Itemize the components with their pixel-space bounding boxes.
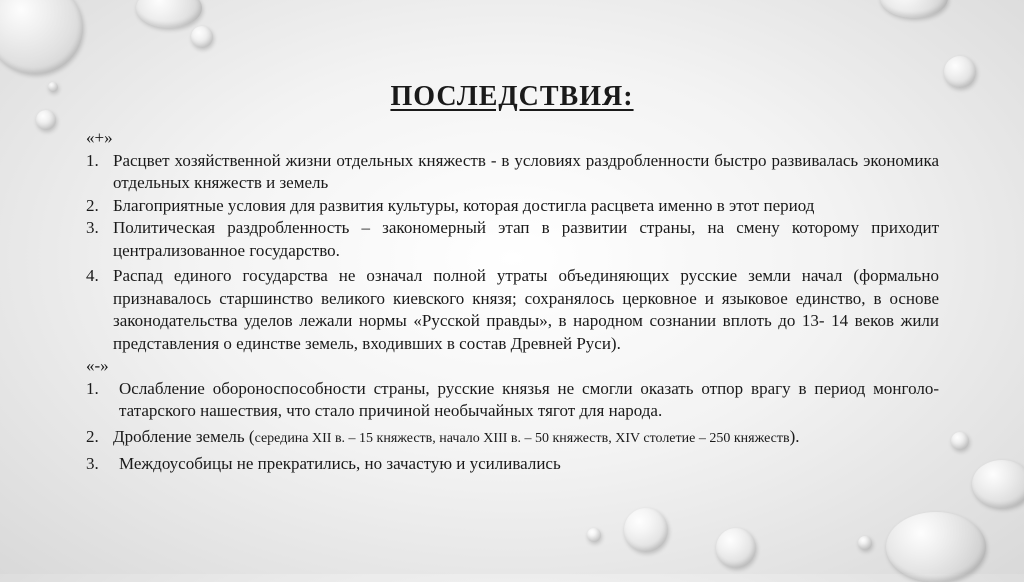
item-text: Распад единого государства не означал полной утраты объединяющих русские земли начал (формально признавалось старшинство великого киевского князя; сохранялось церковное и языковое единство, в основе законодательства уделов лежали нормы «Русской правды», в народном сознании вплоть до 13- 14 веков жили представления о единстве земель, входивших в состав Древней Руси).	[113, 266, 939, 353]
item-number: 2.	[86, 195, 99, 215]
water-drop-decoration	[880, 0, 948, 18]
water-drop-decoration	[972, 460, 1024, 508]
item-text: Политическая раздробленность – закономерный этап в развитии страны, на смену которому приходит централизованное государство.	[113, 218, 939, 260]
item-text: Междоусобицы не прекратились, но зачастую и усиливались	[119, 454, 561, 473]
positive-marker: «+»	[86, 128, 113, 147]
item-text: Ослабление обороноспособности страны, русские князья не смогли оказать отпор врагу в период монголо-татарского нашествия, что стало причиной необычайных тягот для народа.	[119, 378, 939, 420]
list-item	[86, 217, 939, 262]
list-item	[86, 426, 939, 451]
water-drop-decoration	[951, 432, 969, 450]
item-number: 1.	[86, 150, 99, 170]
water-drop-decoration	[624, 508, 668, 552]
water-drop-decoration	[886, 512, 986, 582]
item-text: Расцвет хозяйственной жизни отдельных княжеств - в условиях раздробленности быстро развивалась экономика отдельных княжеств и земель	[113, 150, 939, 192]
item-text: Благоприятные условия для развития культуры, которая достигла расцвета именно в этот период	[113, 195, 815, 215]
list-item	[86, 265, 939, 355]
list-item	[86, 453, 939, 476]
water-drop-decoration	[587, 528, 601, 542]
item-number: 3.	[86, 218, 99, 237]
list-item	[86, 150, 939, 195]
water-drop-decoration	[191, 26, 213, 48]
item-text: Дробление земель (середина XII в. – 15 княжеств, начало XIII в. – 50 княжеств, XIV столетие – 250 княжеств).	[113, 426, 800, 446]
slide-content	[86, 127, 939, 476]
water-drop-decoration	[36, 110, 56, 130]
item-detail: середина XII в. – 15 княжеств, начало XIII в. – 50 княжеств, XIV столетие – 250 княжеств	[254, 430, 790, 446]
list-item	[86, 195, 939, 218]
item-number: 1.	[86, 378, 99, 398]
negative-marker: «-»	[86, 356, 109, 375]
water-drop-decoration	[858, 536, 872, 550]
item-number: 3.	[86, 454, 99, 473]
list-item	[86, 378, 939, 423]
page-title: ПОСЛЕДСТВИЯ:	[390, 80, 634, 112]
item-number: 4.	[86, 266, 99, 285]
item-number: 2.	[86, 426, 99, 446]
water-drop-decoration	[716, 528, 756, 568]
water-drop-decoration	[136, 0, 202, 28]
water-drop-decoration	[0, 0, 83, 74]
